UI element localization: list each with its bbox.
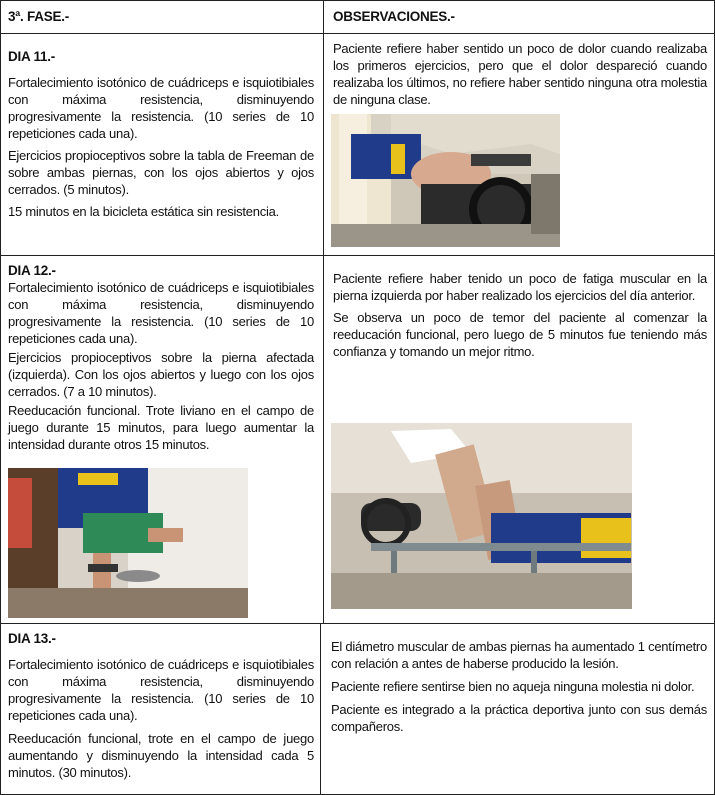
day-13-item-1: Fortalecimiento isotónico de cuádriceps e isquiotibiales con máxima resistencia, disminuyendo progresivamente la resistencia. (10 series de 10 repeticiones cada una). [8, 657, 314, 723]
day-13-item-2: Reeducación funcional, trote en el campo de juego aumentando y disminuyendo la intensidad cada 5 minutos. (30 minutos). [8, 731, 314, 780]
day-11-title: DIA 11.- [8, 49, 56, 64]
border-header [0, 33, 715, 34]
day-12-item-2: Ejercicios propioceptivos sobre la pierna afectada (izquierda). Con los ojos abiertos y luego con los ojos cerrados. (7 a 10 minutos). [8, 350, 314, 399]
leg-press-photo-image [331, 423, 632, 609]
leg-press-photo [331, 423, 632, 609]
bike-photo [331, 114, 560, 247]
day-13-activities [8, 630, 314, 781]
day-13-observations [331, 638, 707, 735]
day-11-observation: Paciente refiere haber sentido un poco de dolor cuando realizaba los primeros ejercicios, pero que el dolor despareció cuando realizaba los últimos, no refiere haber sentido ninguna otra molestia de ninguna clase. [333, 41, 707, 107]
day-11-item-1: Fortalecimiento isotónico de cuádriceps e isquiotibiales con máxima resistencia, disminuyendo progresivamente la resistencia. (10 series de 10 repeticiones cada una). [8, 75, 314, 141]
day-12-observations [333, 270, 707, 360]
day-12-title: DIA 12.- [8, 263, 56, 278]
column-divider [323, 0, 324, 623]
day-13-observation-2: Paciente refiere sentirse bien no aqueja ninguna molestia ni dolor. [331, 679, 695, 694]
balance-board-photo [8, 468, 248, 618]
day-12-observation-2: Se observa un poco de temor del paciente al comenzar la reeducación funcional, pero luego de 5 minutos fue teniendo más confianza y tomando un mejor ritmo. [333, 310, 707, 359]
day-12-item-3: Reeducación funcional. Trote liviano en el campo de juego durante 15 minutos, para luego aumentar la intensidad durante otros 15 minutos. [8, 403, 314, 452]
bike-photo-image [331, 114, 560, 247]
border-row-1 [0, 255, 715, 256]
border-top [0, 0, 715, 1]
day-13-title: DIA 13.- [8, 631, 56, 646]
day-12-activities [8, 262, 314, 453]
day-12-item-1: Fortalecimiento isotónico de cuádriceps e isquiotibiales con máxima resistencia, disminuyendo progresivamente la resistencia. (10 series de 10 repeticiones cada una). [8, 280, 314, 346]
day-11-item-3: 15 minutos en la bicicleta estática sin resistencia. [8, 204, 279, 219]
border-row-2 [0, 623, 715, 624]
header-phase: 3ª. FASE.- [8, 9, 70, 24]
day-11-activities [8, 48, 314, 220]
header-observations: OBSERVACIONES.- [333, 9, 455, 24]
day-13-observation-1: El diámetro muscular de ambas piernas ha aumentado 1 centímetro con relación a antes de haberse producido la lesión. [331, 639, 707, 671]
day-12-observation-1: Paciente refiere haber tenido un poco de fatiga muscular en la pierna izquierda por haber realizado los ejercicios del día anterior. [333, 271, 707, 303]
border-left [0, 0, 1, 795]
day-13-observation-3: Paciente es integrado a la práctica deportiva junto con sus demás compañeros. [331, 702, 707, 734]
balance-board-photo-image [8, 468, 248, 618]
day-11-item-2: Ejercicios propioceptivos sobre la tabla de Freeman de sobre ambas piernas, con los ojos abiertos y ojos cerrados. (5 minutos). [8, 148, 314, 197]
column-divider-last [320, 623, 321, 795]
